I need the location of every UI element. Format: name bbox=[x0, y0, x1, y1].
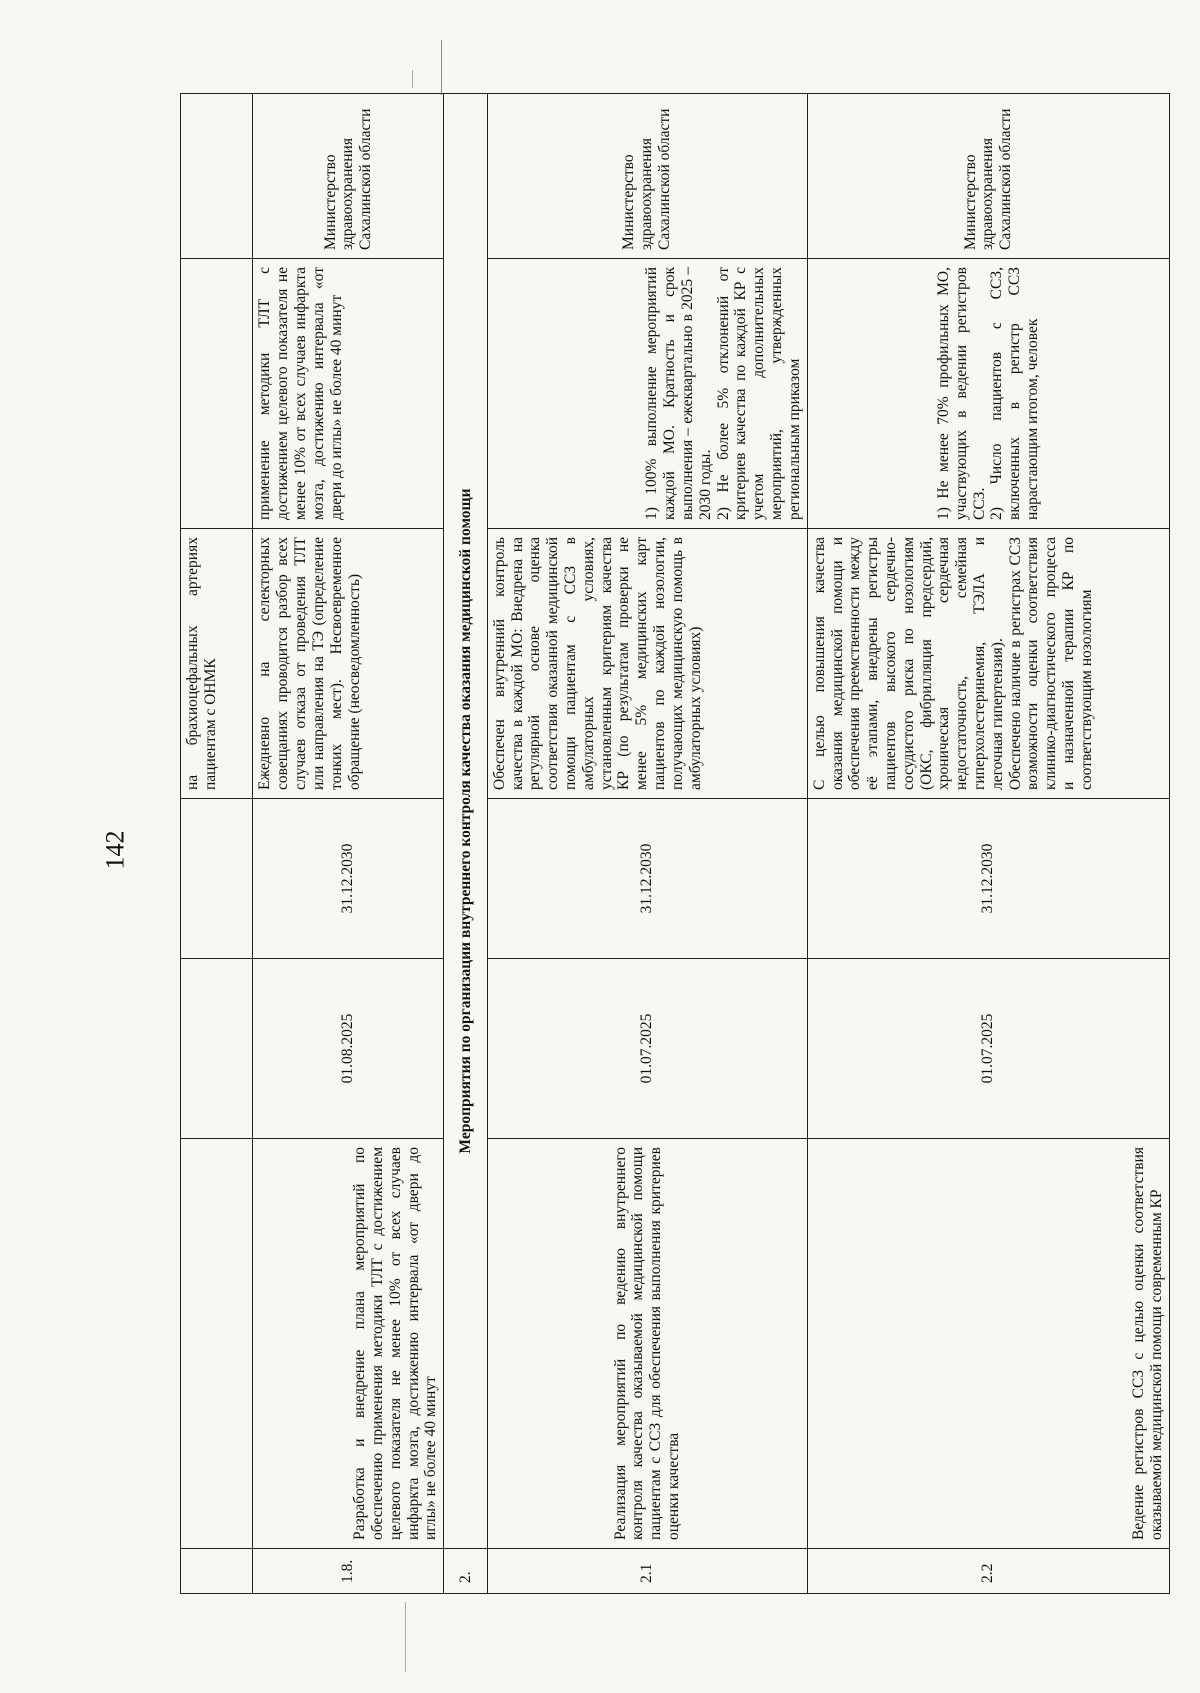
cell-start-date: 01.08.2025 bbox=[253, 959, 444, 1139]
cell-number: 1.8. bbox=[253, 1549, 444, 1594]
cell-indicator: применение методики ТЛТ с достижением целевого показателя не менее 10% от всех случаев инфаркта мозга, достижению интервала «от двери до иглы» не более 40 минут bbox=[253, 259, 444, 529]
cell-responsible: Министерство здравоохранения Сахалинской области bbox=[253, 94, 444, 259]
description-part-2: Обеспечено наличие в регистрах ССЗ возможности оценки соответствия клинико-диагностического процесса и назначенной терапии КР по соответствующим нозологиям bbox=[1006, 537, 1095, 790]
cell-event bbox=[181, 1139, 253, 1549]
cell-event: Ведение регистров ССЗ с целью оценки соответствия оказываемой медицинской помощи современным КР bbox=[807, 1139, 1169, 1549]
cell-description: Обеспечен внутренний контроль качества в каждой МО: Внедрена на регулярной основе оценка соответствия оказанной медицинской помощи пациентам с ССЗ в амбулаторных условиях, установленным критериям качества КР (по результатам проверки не менее 5% медицинских карт пациентов по каждой нозологии, получающих медицинскую помощь в амбулаторных условиях) bbox=[487, 529, 807, 799]
measures-table bbox=[180, 93, 1170, 1594]
indicator-item-1: 1) 100% выполнение мероприятий каждой МО. Кратность и срок выполнения – ежеквартально в 2025 – 2030 годы. bbox=[643, 267, 714, 520]
cell-indicator bbox=[181, 259, 253, 529]
table-row-2-2 bbox=[807, 94, 1169, 1594]
cell-end-date: 31.12.2030 bbox=[253, 799, 444, 959]
cell-indicator bbox=[487, 259, 807, 529]
cell-end-date bbox=[181, 799, 253, 959]
cell-responsible: Министерство здравоохранения Сахалинской области bbox=[807, 94, 1169, 259]
cell-event: Разработка и внедрение плана мероприятий по обеспечению применения методики ТЛТ с достижением целевого показателя не менее 10% от всех случаев инфаркта мозга, достижению интервала «от двери до иглы» не более 40 минут bbox=[253, 1139, 444, 1549]
page-number: 142 bbox=[100, 830, 130, 870]
cell-description bbox=[807, 529, 1169, 799]
scan-mark bbox=[405, 1602, 406, 1672]
cell-number: 2.2 bbox=[807, 1549, 1169, 1594]
table-row-1-8 bbox=[253, 94, 444, 1594]
cell-description: Ежедневно на селекторных совещаниях проводится разбор всех случаев отказа от проведения ТЛТ или направления на ТЭ (определение тонких мест). Несвоевременное обращение (неосведомленность) bbox=[253, 529, 444, 799]
cell-start-date: 01.07.2025 bbox=[807, 959, 1169, 1139]
indicator-item-1: 1) Не менее 70% профильных МО, участвующих в ведении регистров ССЗ. bbox=[934, 267, 988, 520]
indicator-item-2: 2) Не более 5% отклонений от критериев качества по каждой КР с учетом дополнительных мероприятий, утвержденных региональным приказом bbox=[714, 267, 803, 520]
cell-number bbox=[181, 1549, 253, 1594]
rotated-table-container bbox=[180, 94, 1170, 1594]
cell-end-date: 31.12.2030 bbox=[807, 799, 1169, 959]
cell-event: Реализация мероприятий по ведению внутреннего контроля качества оказываемой медицинской помощи пациентам с ССЗ для обеспечения выполнения критериев оценки качества bbox=[487, 1139, 807, 1549]
section-title: Мероприятия по организации внутреннего контроля качества оказания медицинской помощи bbox=[444, 94, 487, 1549]
cell-indicator bbox=[807, 259, 1169, 529]
scan-mark bbox=[441, 40, 442, 95]
cell-number: 2.1 bbox=[487, 1549, 807, 1594]
cell-responsible: Министерство здравоохранения Сахалинской области bbox=[487, 94, 807, 259]
scan-mark bbox=[412, 70, 413, 88]
cell-end-date: 31.12.2030 bbox=[487, 799, 807, 959]
cell-start-date bbox=[181, 959, 253, 1139]
table-row-continuation bbox=[181, 94, 253, 1594]
indicator-item-2: 2) Число пациентов с ССЗ, включенных в регистр ССЗ нарастающим итогом, человек bbox=[988, 267, 1041, 520]
table-row-section-2 bbox=[444, 94, 487, 1594]
cell-responsible bbox=[181, 94, 253, 259]
table-row-2-1 bbox=[487, 94, 807, 1594]
description-part-1: С целью повышения качества оказания медицинской помощи и обеспечения преемственности между её этапами, внедрены регистры пациентов высокого сердечно-сосудистого риска по нозологиям (ОКС, фибрилляция предсердий, хроническая сердечная недостаточность, семейная гиперхолестеринемия, ТЭЛА и легочная гипертензия). bbox=[810, 537, 1006, 790]
cell-section-number: 2. bbox=[444, 1549, 487, 1594]
cell-description: на брахиоцефальных артериях пациентам с ОНМК bbox=[181, 529, 253, 799]
cell-start-date: 01.07.2025 bbox=[487, 959, 807, 1139]
